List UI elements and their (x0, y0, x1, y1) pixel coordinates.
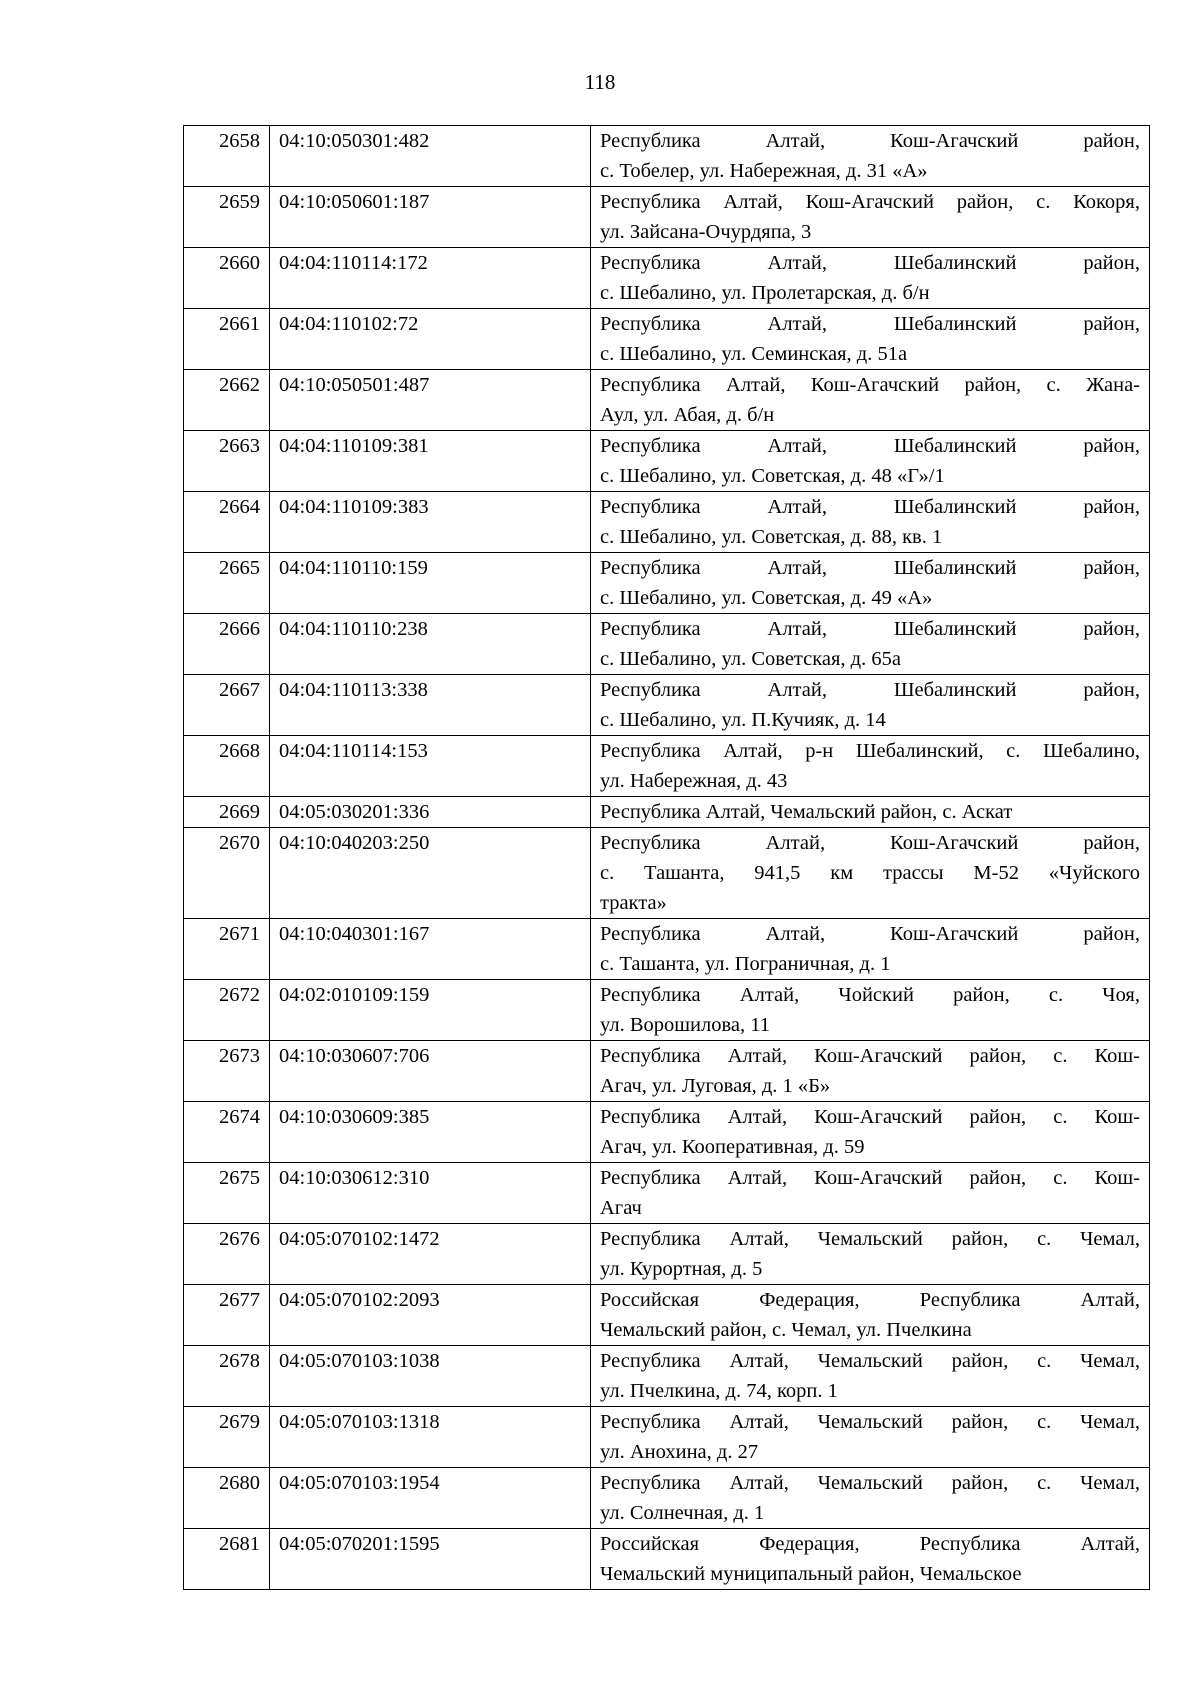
address-cell (591, 187, 1150, 248)
table-row (184, 1285, 1150, 1346)
address-cell (591, 553, 1150, 614)
table-row (184, 675, 1150, 736)
table-row (184, 187, 1150, 248)
address-line: Республика Алтай, Чемальский район, с. Чемал, (600, 1472, 1140, 1494)
row-number: 2678 (184, 1346, 270, 1407)
table-row (184, 370, 1150, 431)
table-row (184, 1102, 1150, 1163)
registry-table (183, 125, 1150, 1590)
address-cell (591, 248, 1150, 309)
cadastral-number: 04:05:070103:1038 (270, 1346, 591, 1407)
table-row (184, 126, 1150, 187)
row-number: 2670 (184, 828, 270, 919)
address-line: Республика Алтай, Кош-Агачский район, (600, 130, 1140, 152)
address-line: с. Тобелер, ул. Набережная, д. 31 «А» (600, 160, 928, 182)
row-number: 2676 (184, 1224, 270, 1285)
table-row (184, 1529, 1150, 1590)
cadastral-number: 04:04:110102:72 (270, 309, 591, 370)
table-row (184, 1163, 1150, 1224)
table-row (184, 614, 1150, 675)
table-row (184, 828, 1150, 919)
address-cell (591, 1285, 1150, 1346)
address-cell (591, 309, 1150, 370)
cadastral-number: 04:02:010109:159 (270, 980, 591, 1041)
address-line: с. Шебалино, ул. Советская, д. 88, кв. 1 (600, 526, 943, 548)
cadastral-number: 04:10:050601:187 (270, 187, 591, 248)
address-line: Агач (600, 1197, 642, 1219)
table-row (184, 492, 1150, 553)
row-number: 2663 (184, 431, 270, 492)
address-line: с. Ташанта, ул. Пограничная, д. 1 (600, 953, 891, 975)
cadastral-number: 04:05:070102:2093 (270, 1285, 591, 1346)
address-line: с. Ташанта, 941,5 км трассы М-52 «Чуйского (600, 862, 1140, 884)
cadastral-number: 04:04:110114:172 (270, 248, 591, 309)
table-row (184, 1468, 1150, 1529)
row-number: 2677 (184, 1285, 270, 1346)
cadastral-number: 04:10:050301:482 (270, 126, 591, 187)
address-line: ул. Набережная, д. 43 (600, 770, 788, 792)
address-line: Республика Алтай, Чемальский район, с. Чемал, (600, 1411, 1140, 1433)
table-row (184, 1041, 1150, 1102)
address-cell (591, 1102, 1150, 1163)
address-line: Республика Алтай, Шебалинский район, (600, 435, 1140, 457)
address-cell (591, 1468, 1150, 1529)
row-number: 2680 (184, 1468, 270, 1529)
address-cell (591, 675, 1150, 736)
address-line: с. Шебалино, ул. Семинская, д. 51а (600, 343, 908, 365)
address-line: ул. Пчелкина, д. 74, корп. 1 (600, 1380, 838, 1402)
address-line: Республика Алтай, Шебалинский район, (600, 679, 1140, 701)
cadastral-number: 04:05:070201:1595 (270, 1529, 591, 1590)
address-line: Республика Алтай, Кош-Агачский район, (600, 923, 1140, 945)
row-number: 2664 (184, 492, 270, 553)
table-row (184, 797, 1150, 828)
cadastral-number: 04:04:110113:338 (270, 675, 591, 736)
address-line: Республика Алтай, Кош-Агачский район, с. Кош- (600, 1106, 1140, 1128)
address-cell (591, 492, 1150, 553)
address-cell (591, 736, 1150, 797)
address-cell (591, 1041, 1150, 1102)
address-line: Республика Алтай, Кош-Агачский район, с. Кош- (600, 1045, 1140, 1067)
row-number: 2667 (184, 675, 270, 736)
row-number: 2666 (184, 614, 270, 675)
address-cell (591, 370, 1150, 431)
address-line: Республика Алтай, Чемальский район, с. Чемал, (600, 1350, 1140, 1372)
cadastral-number: 04:05:030201:336 (270, 797, 591, 828)
address-line: Республика Алтай, Шебалинский район, (600, 496, 1140, 518)
registry-table-body (184, 126, 1150, 1590)
table-row (184, 919, 1150, 980)
address-line: Аул, ул. Абая, д. б/н (600, 404, 775, 426)
address-line: Российская Федерация, Республика Алтай, (600, 1533, 1140, 1555)
cadastral-number: 04:05:070103:1318 (270, 1407, 591, 1468)
cadastral-number: 04:04:110109:381 (270, 431, 591, 492)
table-row (184, 1224, 1150, 1285)
address-cell (591, 1163, 1150, 1224)
table-row (184, 980, 1150, 1041)
page-number: 118 (584, 70, 616, 94)
address-cell (591, 1529, 1150, 1590)
row-number: 2661 (184, 309, 270, 370)
address-cell (591, 1346, 1150, 1407)
table-row (184, 431, 1150, 492)
address-line: ул. Курортная, д. 5 (600, 1258, 763, 1280)
cadastral-number: 04:10:040301:167 (270, 919, 591, 980)
row-number: 2660 (184, 248, 270, 309)
address-cell (591, 919, 1150, 980)
row-number: 2672 (184, 980, 270, 1041)
cadastral-number: 04:04:110114:153 (270, 736, 591, 797)
row-number: 2665 (184, 553, 270, 614)
address-line: с. Шебалино, ул. Советская, д. 48 «Г»/1 (600, 465, 945, 487)
address-cell (591, 1224, 1150, 1285)
address-cell (591, 1407, 1150, 1468)
cadastral-number: 04:10:030609:385 (270, 1102, 591, 1163)
address-line: Республика Алтай, Шебалинский район, (600, 618, 1140, 640)
address-line: ул. Солнечная, д. 1 (600, 1502, 765, 1524)
address-line: Агач, ул. Луговая, д. 1 «Б» (600, 1075, 831, 1097)
address-line: Республика Алтай, Чойский район, с. Чоя, (600, 984, 1140, 1006)
table-row (184, 736, 1150, 797)
row-number: 2659 (184, 187, 270, 248)
address-line: Республика Алтай, Шебалинский район, (600, 313, 1140, 335)
row-number: 2669 (184, 797, 270, 828)
address-line: ул. Анохина, д. 27 (600, 1441, 759, 1463)
cadastral-number: 04:04:110109:383 (270, 492, 591, 553)
address-line: ул. Зайсана-Очурдяпа, 3 (600, 221, 812, 243)
row-number: 2668 (184, 736, 270, 797)
address-line: Республика Алтай, Кош-Агачский район, с. Кокоря, (600, 191, 1140, 213)
address-cell (591, 126, 1150, 187)
address-line: с. Шебалино, ул. Советская, д. 49 «А» (600, 587, 933, 609)
address-cell (591, 797, 1150, 828)
table-row (184, 553, 1150, 614)
table-row (184, 309, 1150, 370)
address-line: Республика Алтай, Кош-Агачский район, с. Кош- (600, 1167, 1140, 1189)
address-line: Республика Алтай, Шебалинский район, (600, 557, 1140, 579)
table-row (184, 1346, 1150, 1407)
row-number: 2673 (184, 1041, 270, 1102)
address-line: Республика Алтай, Кош-Агачский район, (600, 832, 1140, 854)
cadastral-number: 04:10:040203:250 (270, 828, 591, 919)
address-line: Республика Алтай, р-н Шебалинский, с. Шебалино, (600, 740, 1140, 762)
address-line: Республика Алтай, Чемальский район, с. Чемал, (600, 1228, 1140, 1250)
address-line: с. Шебалино, ул. Советская, д. 65а (600, 648, 901, 670)
address-cell (591, 828, 1150, 919)
address-line: тракта» (600, 892, 667, 914)
cadastral-number: 04:10:050501:487 (270, 370, 591, 431)
row-number: 2675 (184, 1163, 270, 1224)
row-number: 2662 (184, 370, 270, 431)
address-line: Республика Алтай, Чемальский район, с. Аскат (600, 801, 1013, 823)
cadastral-number: 04:04:110110:238 (270, 614, 591, 675)
cadastral-number: 04:05:070102:1472 (270, 1224, 591, 1285)
address-cell (591, 431, 1150, 492)
table-row (184, 248, 1150, 309)
address-cell (591, 980, 1150, 1041)
address-line: Республика Алтай, Кош-Агачский район, с. Жана- (600, 374, 1140, 396)
cadastral-number: 04:10:030607:706 (270, 1041, 591, 1102)
cadastral-number: 04:05:070103:1954 (270, 1468, 591, 1529)
row-number: 2674 (184, 1102, 270, 1163)
cadastral-number: 04:04:110110:159 (270, 553, 591, 614)
row-number: 2671 (184, 919, 270, 980)
address-line: Чемальский муниципальный район, Чемальское (600, 1563, 1022, 1585)
address-cell (591, 614, 1150, 675)
address-line: Чемальский район, с. Чемал, ул. Пчелкина (600, 1319, 972, 1341)
row-number: 2681 (184, 1529, 270, 1590)
row-number: 2658 (184, 126, 270, 187)
address-line: с. Шебалино, ул. П.Кучияк, д. 14 (600, 709, 886, 731)
table-row (184, 1407, 1150, 1468)
address-line: Республика Алтай, Шебалинский район, (600, 252, 1140, 274)
address-line: Агач, ул. Кооперативная, д. 59 (600, 1136, 865, 1158)
address-line: ул. Ворошилова, 11 (600, 1014, 770, 1036)
cadastral-number: 04:10:030612:310 (270, 1163, 591, 1224)
address-line: Российская Федерация, Республика Алтай, (600, 1289, 1140, 1311)
address-line: с. Шебалино, ул. Пролетарская, д. б/н (600, 282, 930, 304)
row-number: 2679 (184, 1407, 270, 1468)
